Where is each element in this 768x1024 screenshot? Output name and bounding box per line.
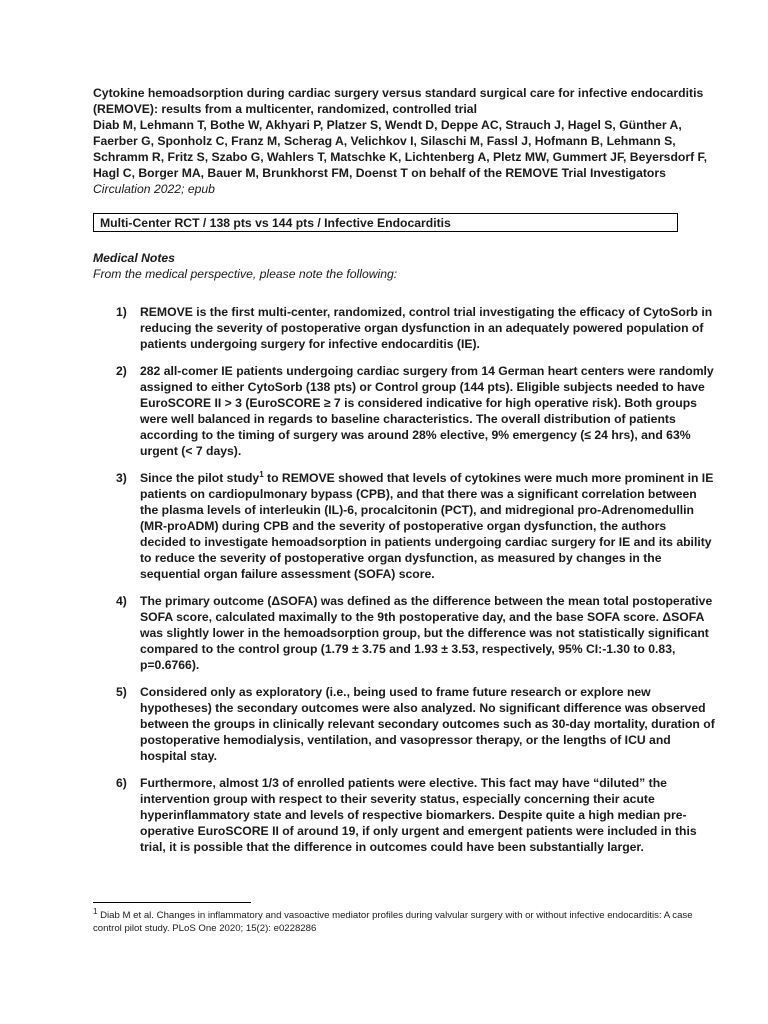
item-text-part: to REMOVE showed that levels of cytokines were much more prominent in IE patients on cardiopulmonary bypass (CPB), and that there was a significant correlation between the plasma levels of interleukin (IL)-6, procalcitonin (PCT), and midregional pro-Adrenomedullin (MR-proADM) during CPB and the severity of postoperative organ dysfunction, the authors decided to investigate hemoadsorption in patients undergoing cardiac surgery for IE and its ability to reduce the severity of postoperative organ dysfunction, as measured by changes in the sequential organ failure assessment (SOFA) score.: [140, 471, 714, 581]
footnote-ref: 1: [259, 469, 264, 479]
author-list: Diab M, Lehmann T, Bothe W, Akhyari P, Platzer S, Wendt D, Deppe AC, Strauch J, Hagel S, Günther A, Faerber G, Sponholz C, Franz M, Scherag A, Velichkov I, Silaschi M, Fassl J, Hofmann B, Lehmann S, Schramm R, Fritz S, Szabo G, Wahlers T, Matschke K, Lichtenberg A, Pletz MW, Gummert JF, Beyersdorf F, Hagl C, Borger MA, Bauer M, Brunkhorst FM, Doenst T on behalf of the REMOVE Trial Investigators: [93, 118, 708, 180]
item-text: Considered only as exploratory (i.e., being used to frame future research or explore new hypotheses) the secondary outcomes were also analyzed. No significant difference was observed between the groups in clinically relevant secondary outcomes such as 30-day mortality, duration of postoperative hemodialysis, ventilation, and vasopressor therapy, or the lengths of ICU and hospital stay.: [140, 685, 715, 763]
item-text: 282 all-comer IE patients undergoing cardiac surgery from 14 German heart centers were randomly assigned to either CytoSorb (138 pts) or Control group (144 pts). Eligible subjects needed to have EuroSCORE II > 3 (EuroSCORE ≥ 7 is considered indicative for high operative risk). Both groups were well balanced in regards to baseline characteristics. The overall distribution of patients according to the timing of surgery was around 28% elective, 9% emergency (≤ 24 hrs), and 63% urgent (< 7 days).: [140, 364, 714, 458]
item-number: 4): [116, 594, 127, 608]
list-item: [93, 304, 715, 352]
item-text-part: Since the pilot study: [140, 471, 260, 485]
list-item: [93, 363, 715, 459]
footnote-divider: [93, 902, 251, 903]
item-text: REMOVE is the first multi-center, randomized, control trial investigating the efficacy of CytoSorb in reducing the severity of postoperative organ dysfunction in an adequately powered population of patients undergoing surgery for infective endocarditis (IE).: [140, 305, 713, 351]
item-number: 2): [116, 364, 127, 378]
item-bold-text: Furthermore, almost 1/3 of enrolled patients were elective: [140, 776, 474, 790]
item-number: 3): [116, 471, 127, 485]
article-title: Cytokine hemoadsorption during cardiac surgery versus standard surgical care for infective endocarditis (REMOVE): results from a multicenter, randomized, controlled trial: [93, 86, 704, 116]
item-text-part: . This fact may have “diluted” the intervention group with respect to their severity status, especially concerning their acute hyperinflammatory state and levels of respective biomarkers. Despite quite a high median pre-operative EuroSCORE II of around 19, if only urgent and emergent patients were included in this trial, it is possible that the difference in outcomes could have been substantially larger.: [140, 776, 697, 854]
footnote: [93, 906, 715, 935]
item-text: [140, 471, 713, 581]
trial-summary-box: Multi-Center RCT / 138 pts vs 144 pts / Infective Endocarditis: [93, 213, 678, 232]
list-item: [93, 470, 715, 582]
footnote-text: Diab M et al. Changes in inflammatory and vasoactive mediator profiles during valvular surgery with or without infective endocarditis: A case control pilot study. PLoS One 2020; 15(2): e0228286: [93, 910, 693, 934]
document-page: [93, 85, 715, 866]
list-item: [93, 684, 715, 764]
list-item: [93, 775, 715, 855]
list-item: [93, 593, 715, 673]
notes-list: [93, 304, 715, 855]
item-number: 1): [116, 305, 127, 319]
footnote-marker: 1: [93, 906, 98, 916]
item-number: 5): [116, 685, 127, 699]
section-subtitle: From the medical perspective, please note the following:: [93, 267, 398, 281]
item-number: 6): [116, 776, 127, 790]
item-text: The primary outcome (ΔSOFA) was defined as the difference between the mean total postoperative SOFA score, calculated maximally to the 9th postoperative day, and the base SOFA score. ΔSOFA was slightly lower in the hemoadsorption group, but the difference was not statistically significant compared to the control group (1.79 ± 3.75 and 1.93 ± 3.53, respectively, 95% CI:-1.30 to 0.83, p=0.6766).: [140, 594, 713, 672]
journal-citation: Circulation 2022; epub: [93, 182, 215, 196]
item-text: [140, 776, 697, 854]
section-title: Medical Notes: [93, 251, 175, 265]
